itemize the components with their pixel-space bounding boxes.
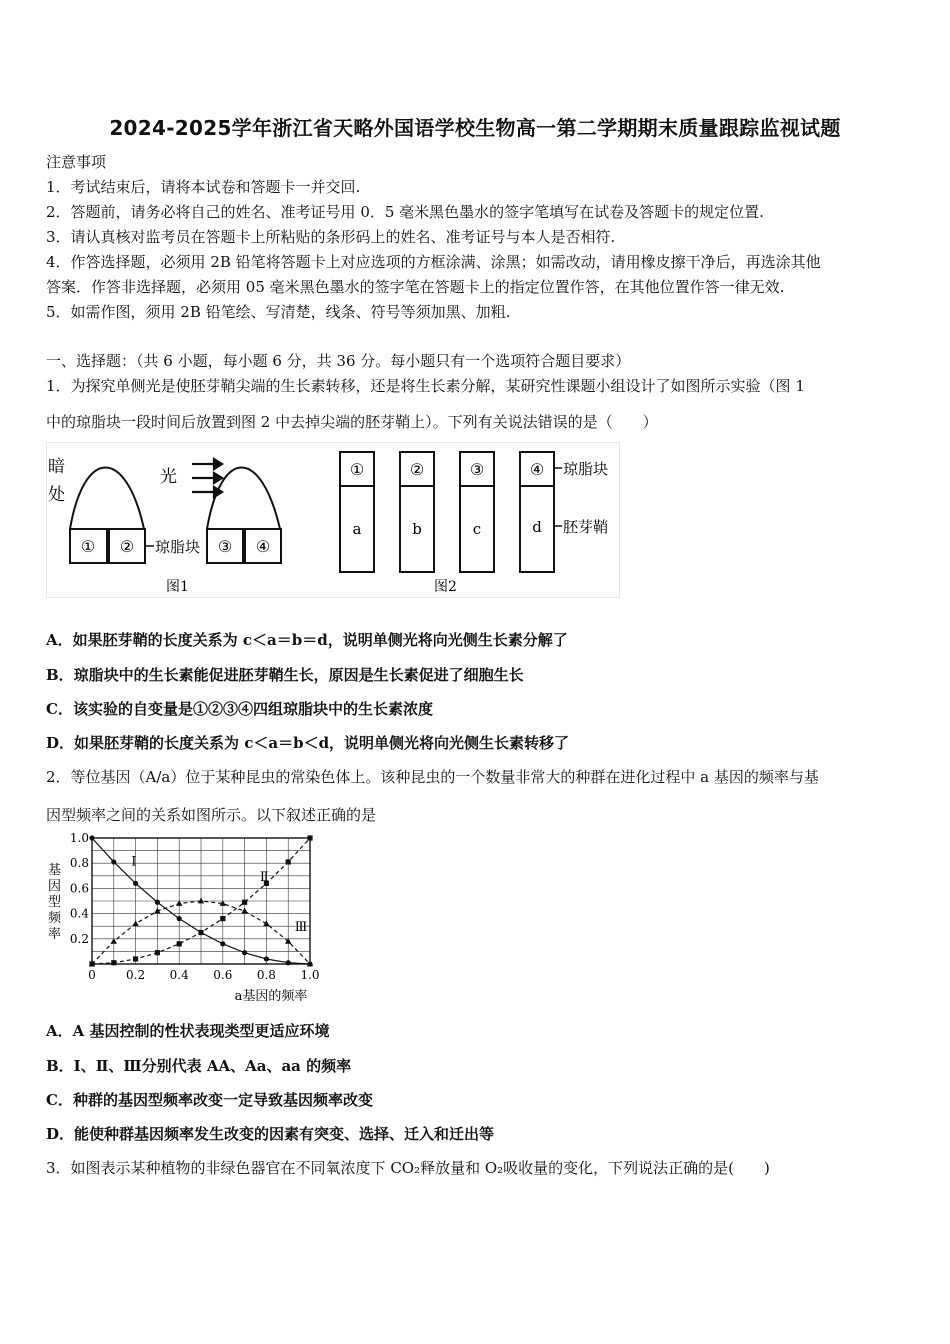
data-point-series-1 [220,941,225,946]
q2-option-c: C．种群的基因型频率改变一定导致基因频率改变 [46,1091,373,1109]
data-point-series-2 [133,956,138,961]
ylabel-char: 因 [48,879,62,894]
block-4-label: ④ [255,537,271,556]
data-point-series-2 [177,941,182,946]
stem-d: d [532,518,542,536]
q1-stem-line1: 1．为探究单侧光是使胚芽鞘尖端的生长素转移，还是将生长素分解，某研究性课题小组设计了如图所示实验（图 1 [46,377,805,395]
fig2-block-1: ① [349,460,365,479]
coleoptile-tip-dark [70,468,144,530]
series-label-3: Ⅲ [294,920,308,936]
series-label-1: Ⅰ [131,854,137,870]
fig2-caption: 图2 [434,579,457,595]
fig2-block-3: ③ [469,460,485,479]
block-1-label: ① [80,537,96,556]
q1-option-d: D．如果胚芽鞘的长度关系为 c＜a＝b＜d，说明单侧光将向光侧生长素转移了 [46,734,570,752]
light-label: 光 [160,467,177,487]
data-point-series-2 [155,950,160,955]
data-point-series-3 [241,908,247,914]
q2-option-b: B．Ⅰ、Ⅱ、Ⅲ分别代表 AA、Aa、aa 的频率 [46,1057,352,1075]
data-point-series-1 [177,916,182,921]
y-tick-label: 0.8 [69,856,89,871]
ylabel-char: 率 [48,927,62,942]
q2-option-d: D．能使种群基因频率发生改变的因素有突变、选择、迁入和迁出等 [46,1125,495,1143]
fig1-caption: 图1 [166,579,189,595]
data-point-series-3 [263,920,269,926]
q1-stem-line2: 中的琼脂块一段时间后放置到图 2 中去掉尖端的胚芽鞘上）。下列有关说法错误的是（ ） [46,413,658,431]
q2-option-a: A．A 基因控制的性状表现类型更适应环境 [46,1022,330,1040]
data-point-series-3 [132,920,138,926]
notice-item: 3．请认真核对监考员在答题卡上所粘贴的条形码上的姓名、准考证号与本人是否相符. [46,228,616,246]
q1-option-c: C．该实验的自变量是①②③④四组琼脂块中的生长素浓度 [46,700,433,718]
ylabel-char: 基 [48,863,62,878]
fig2-block-4: ④ [529,460,545,479]
notice-item: 2．答题前，请务必将自己的姓名、准考证号用 0．5 毫米黑色墨水的签字笔填写在试卷及答题卡的规定位置. [46,203,764,221]
series-label-2: Ⅱ [259,869,269,885]
q2-stem-line2: 因型频率之间的关系如图所示。以下叙述正确的是 [46,806,377,824]
x-tick-label: 0.6 [213,968,233,982]
x-tick-label: 0.4 [169,968,189,982]
notice-heading: 注意事项 [46,153,107,171]
agar-label-fig2: 琼脂块 [563,460,609,478]
notice-item: 4．作答选择题，必须用 2B 铅笔将答题卡上对应选项的方框涂满、涂黑；如需改动，请用橡皮擦干净后，再选涂其他 [46,253,821,271]
stem-b: b [412,520,422,538]
data-point-series-2 [307,835,312,840]
data-point-series-3 [198,898,204,904]
x-tick-label: 0.8 [256,968,276,982]
q1-figure [46,442,620,598]
q1-option-a: A．如果胚芽鞘的长度关系为 c＜a＝b＝d，说明单侧光将向光侧生长素分解了 [46,631,568,649]
data-point-series-1 [286,960,291,965]
ylabel-char: 频 [48,911,62,926]
q2-chart [40,828,340,1004]
q3-stem: 3．如图表示某种植物的非绿色器官在不同氧浓度下 CO₂释放量和 O₂吸收量的变化，下列说法正确的是( ) [46,1159,770,1177]
data-point-series-2 [111,960,116,965]
y-tick-label: 0.2 [69,931,89,946]
stem-a: a [352,520,362,538]
block-2-label: ② [119,537,135,556]
data-point-series-2 [242,900,247,905]
notice-item: 1．考试结束后，请将本试卷和答题卡一并交回. [46,178,361,196]
data-point-series-1 [111,859,116,864]
section-heading: 一、选择题：（共 6 小题，每小题 6 分，共 36 分。每小题只有一个选项符合题目要求） [46,352,631,370]
x-tick-label: 0.2 [126,968,146,982]
agar-label-fig1: 琼脂块 [155,538,201,556]
x-axis-label: a基因的频率 [234,989,308,1004]
y-tick-label: 1.0 [69,831,89,845]
data-point-series-1 [155,900,160,905]
q2-stem-line1: 2．等位基因（A/a）位于某种昆虫的常染色体上。该种昆虫的一个数量非常大的种群在进化过程中 a 基因的频率与基 [46,768,819,786]
data-point-series-1 [133,881,138,886]
data-point-series-1 [264,956,269,961]
dark-label-1: 暗 [48,457,65,477]
q1-option-b: B．琼脂块中的生长素能促进胚芽鞘生长，原因是生长素促进了细胞生长 [46,666,524,684]
dark-label-2: 处 [48,485,65,505]
ylabel-char: 型 [48,895,62,910]
x-tick-label: 1.0 [300,968,320,982]
block-3-label: ③ [217,537,233,556]
data-point-series-1 [242,950,247,955]
data-point-series-2 [198,930,203,935]
coleoptile-label: 胚芽鞘 [563,518,609,536]
fig2-shapes [340,452,554,572]
x-tick-label: 0 [88,968,96,982]
notice-item: 5．如需作图，须用 2B 铅笔绘、写清楚，线条、符号等须加黑、加粗. [46,303,511,321]
data-point-series-2 [286,859,291,864]
page-title: 2024-2025学年浙江省天略外国语学校生物高一第二学期期末质量跟踪监视试题 [109,116,841,140]
y-tick-label: 0.4 [69,906,89,921]
stem-c: c [472,520,482,538]
y-tick-label: 0.6 [69,881,89,896]
data-point-series-2 [220,916,225,921]
data-point-series-1 [89,835,94,840]
notice-item: 答案．作答非选择题，必须用 05 毫米黑色墨水的签字笔在答题卡上的指定位置作答，在其他位置作答一律无效. [46,278,785,296]
fig2-block-2: ② [409,460,425,479]
